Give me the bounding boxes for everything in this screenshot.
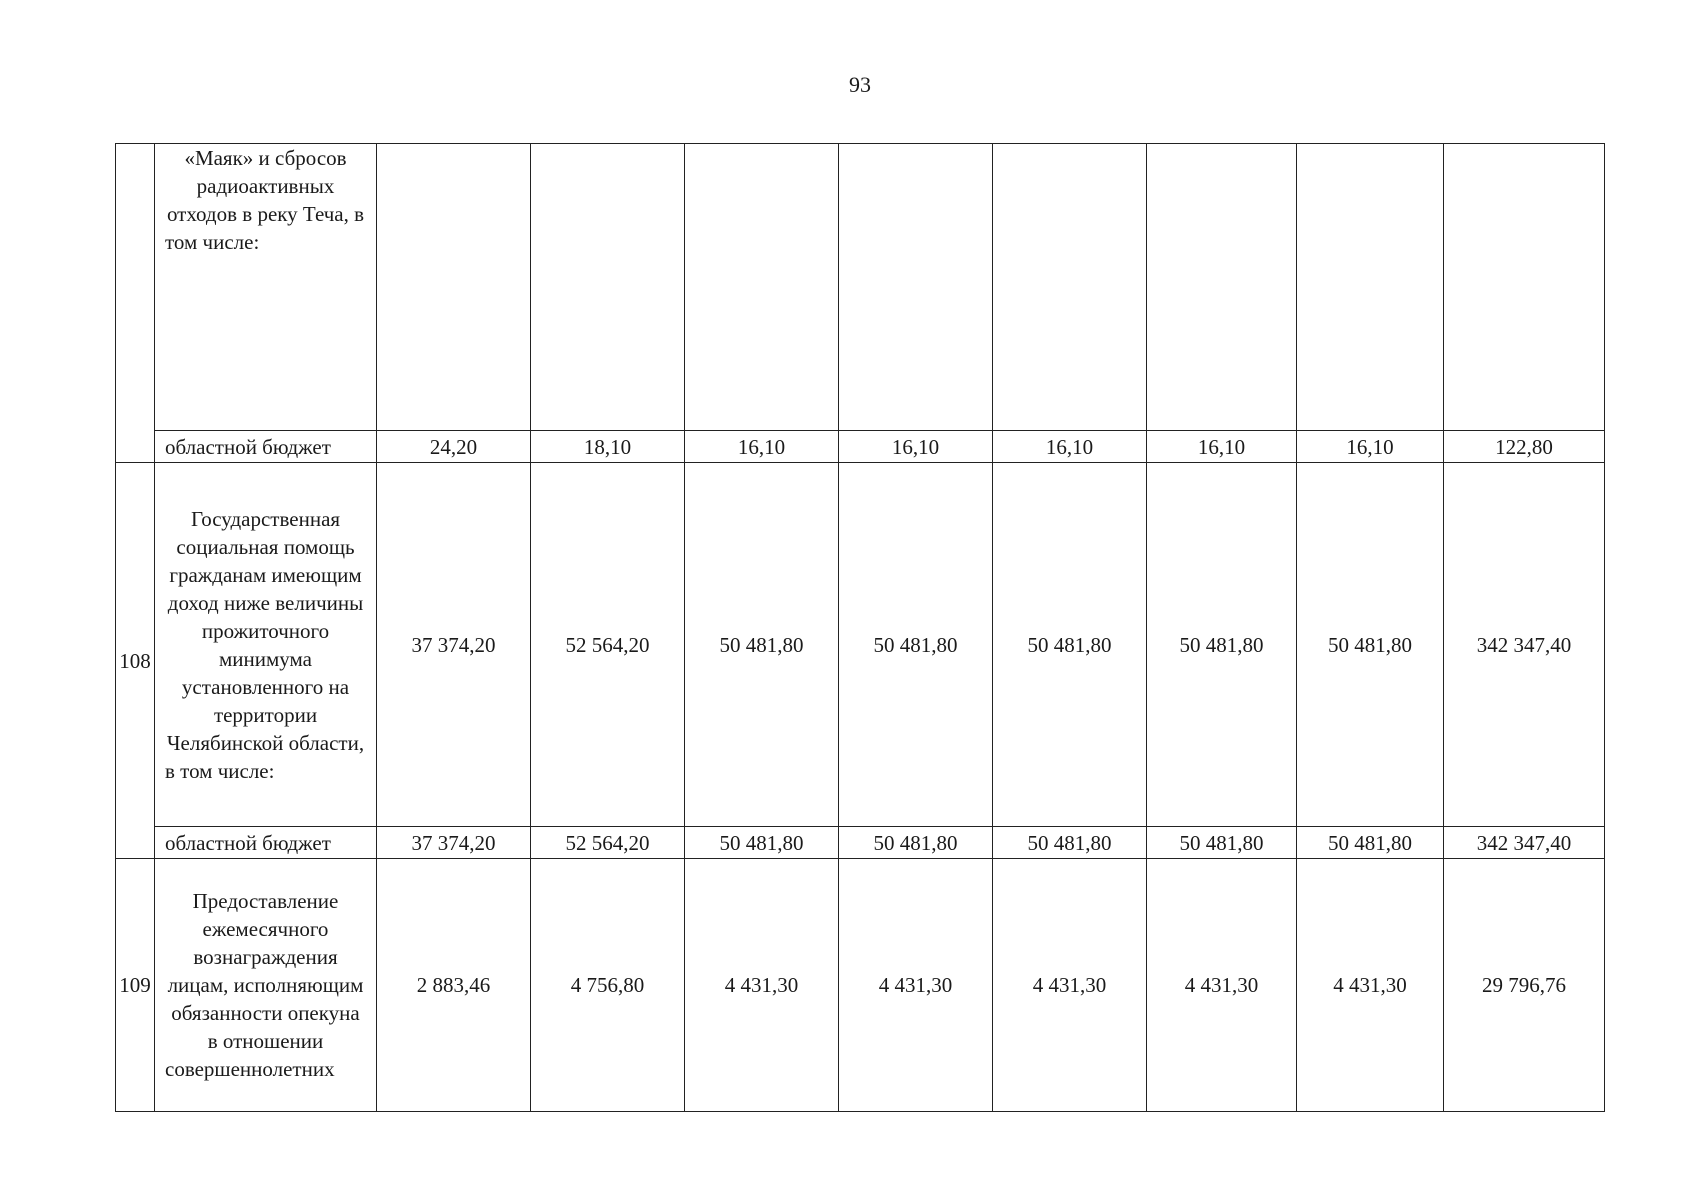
value-cell xyxy=(839,144,993,431)
value-cell: 122,80 xyxy=(1444,431,1605,463)
value-cell: 24,20 xyxy=(377,431,531,463)
value-cell: 37 374,20 xyxy=(377,463,531,827)
row-description: Государственная социальная помощь гражданам имеющим доход ниже величины прожиточного минимума установленного на территории Челябинской области, в том числе: xyxy=(155,463,377,827)
table-row xyxy=(116,827,1605,859)
value-cell: 50 481,80 xyxy=(1297,463,1444,827)
value-cell xyxy=(1444,144,1605,431)
value-cell: 4 431,30 xyxy=(1147,859,1297,1112)
row-description: «Маяк» и сбросов радиоактивных отходов в реку Теча, в том числе: xyxy=(155,144,377,431)
row-description: Предоставление ежемесячного вознаграждения лицам, исполняющим обязанности опекуна в отношении совершеннолетних xyxy=(155,859,377,1112)
value-cell xyxy=(685,144,839,431)
value-cell: 16,10 xyxy=(685,431,839,463)
value-cell: 50 481,80 xyxy=(1297,827,1444,859)
value-cell: 50 481,80 xyxy=(839,827,993,859)
value-cell: 2 883,46 xyxy=(377,859,531,1112)
value-cell: 4 431,30 xyxy=(685,859,839,1112)
table-row xyxy=(116,463,1605,827)
value-cell: 16,10 xyxy=(1297,431,1444,463)
value-cell: 4 756,80 xyxy=(531,859,685,1112)
value-cell: 52 564,20 xyxy=(531,827,685,859)
value-cell: 29 796,76 xyxy=(1444,859,1605,1112)
value-cell xyxy=(531,144,685,431)
value-cell: 50 481,80 xyxy=(1147,463,1297,827)
row-description: областной бюджет xyxy=(155,827,377,859)
row-description: областной бюджет xyxy=(155,431,377,463)
value-cell: 342 347,40 xyxy=(1444,827,1605,859)
value-cell: 50 481,80 xyxy=(1147,827,1297,859)
value-cell: 16,10 xyxy=(1147,431,1297,463)
value-cell: 4 431,30 xyxy=(839,859,993,1112)
value-cell xyxy=(993,144,1147,431)
budget-table xyxy=(115,143,1605,1112)
value-cell xyxy=(377,144,531,431)
value-cell: 342 347,40 xyxy=(1444,463,1605,827)
value-cell: 50 481,80 xyxy=(839,463,993,827)
value-cell: 18,10 xyxy=(531,431,685,463)
table-row xyxy=(116,144,1605,431)
value-cell: 50 481,80 xyxy=(685,827,839,859)
value-cell xyxy=(1297,144,1444,431)
row-number: 108 xyxy=(116,463,155,859)
value-cell xyxy=(1147,144,1297,431)
value-cell: 50 481,80 xyxy=(993,827,1147,859)
value-cell: 16,10 xyxy=(993,431,1147,463)
value-cell: 4 431,30 xyxy=(1297,859,1444,1112)
value-cell: 50 481,80 xyxy=(685,463,839,827)
row-number xyxy=(116,144,155,463)
value-cell: 16,10 xyxy=(839,431,993,463)
row-number: 109 xyxy=(116,859,155,1112)
value-cell: 37 374,20 xyxy=(377,827,531,859)
table-row xyxy=(116,859,1605,1112)
page-number: 93 xyxy=(849,72,871,97)
value-cell: 4 431,30 xyxy=(993,859,1147,1112)
value-cell: 52 564,20 xyxy=(531,463,685,827)
value-cell: 50 481,80 xyxy=(993,463,1147,827)
table-row xyxy=(116,431,1605,463)
